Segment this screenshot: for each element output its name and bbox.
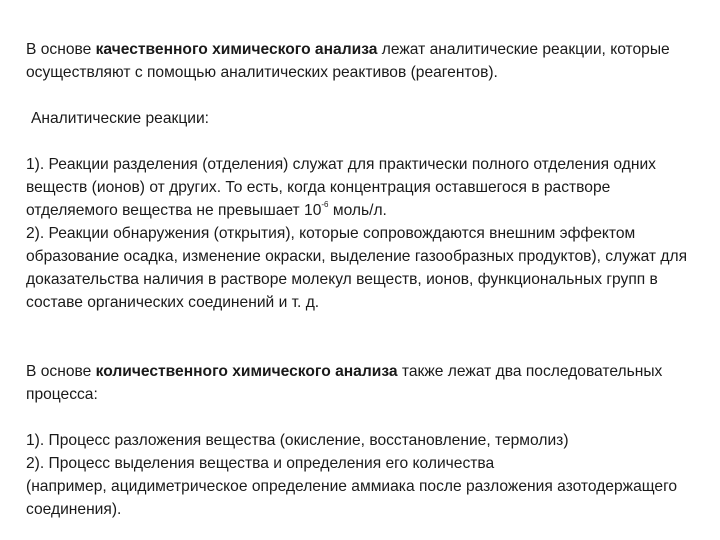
quantitative-term: количественного химического анализа: [95, 363, 398, 380]
quantitative-analysis-paragraph: [26, 360, 706, 406]
separation-reactions-item: [26, 153, 706, 222]
spacer: [26, 130, 706, 153]
concentration-unit: моль/л.: [328, 202, 387, 219]
spacer: [26, 314, 706, 360]
reactions-heading: Аналитические реакции:: [31, 110, 210, 127]
qualitative-term: качественного химического анализа: [95, 41, 378, 58]
qualitative-analysis-paragraph: [26, 38, 706, 84]
concentration-exponent: -6: [321, 199, 329, 209]
qualitative-rest: лежат аналитические реакции, которые осуществляют с помощью аналитических реактивов (реагентов).: [26, 41, 670, 81]
separation-reactions-text: 1). Реакции разделения (отделения) служат для практически полного отделения одних веществ (ионов) от других. То есть, когда концентрация оставшегося в растворе отделяемого вещества не превышает 10: [26, 156, 656, 219]
quantitative-prefix: В основе: [26, 363, 96, 380]
isolation-process-item: 2). Процесс выделения вещества и определения его количества: [26, 455, 495, 472]
detection-reactions-item: 2). Реакции обнаружения (открытия), которые сопровождаются внешним эффектом образование осадка, изменение окраски, выделение газообразных продуктов), служат для доказательства наличия в растворе молекул веществ, ионов, функциональных групп в составе органических соединений и т. д.: [26, 225, 688, 311]
qualitative-prefix: В основе: [26, 41, 96, 58]
spacer: [26, 84, 706, 107]
spacer: [26, 406, 706, 429]
slide-content: [26, 38, 706, 521]
isolation-process-example: (например, ацидиметрическое определение аммиака после разложения азотодержащего соединения).: [26, 478, 678, 518]
quantitative-rest: также лежат два последовательных процесса:: [26, 363, 663, 403]
decomposition-process-item: 1). Процесс разложения вещества (окисление, восстановление, термолиз): [26, 432, 569, 449]
